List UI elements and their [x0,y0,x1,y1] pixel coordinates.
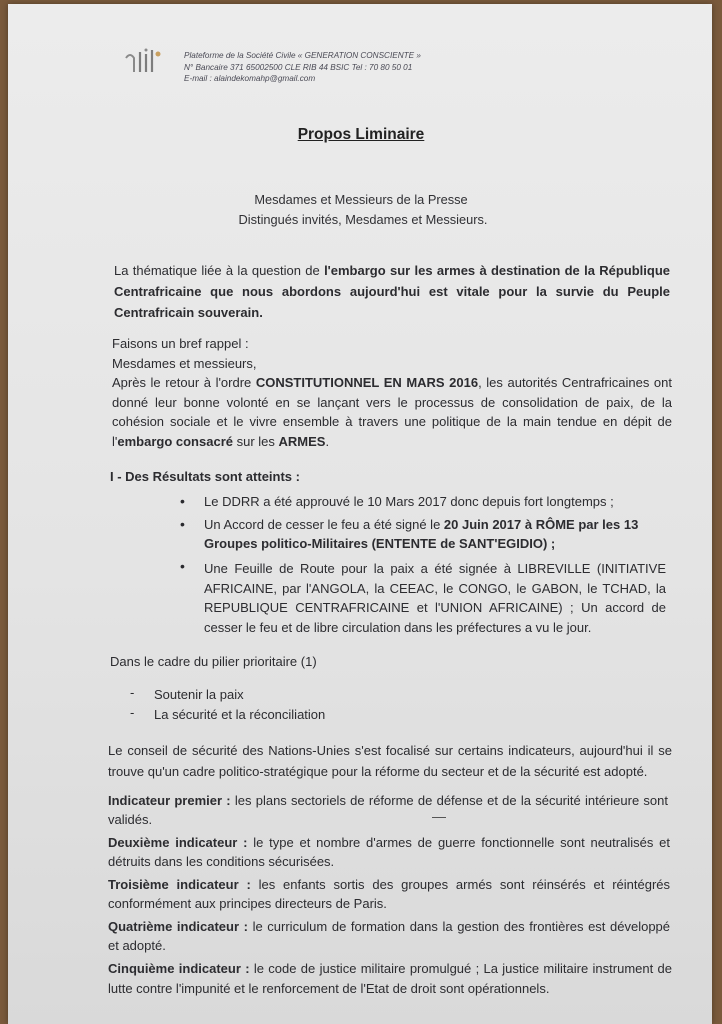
indicateur-4-label: Quatrième indicateur : [108,919,248,934]
result-item-1: Le DDRR a été approuvé le 10 Mars 2017 donc depuis fort longtemps ; [204,494,614,509]
organization-logo [112,44,164,80]
indicateur-5 [108,959,672,999]
rappel-paragraph [112,373,672,451]
pilier-item-2: La sécurité et la réconciliation [154,707,326,722]
intro-paragraph [114,260,670,323]
indicateur-3-label: Troisième indicateur : [108,877,251,892]
bullet-icon: • [180,516,185,532]
rappel-text-1: Après le retour à l'ordre [112,375,256,390]
intro-text: La thématique liée à la question de [114,263,325,278]
rappel-line-1: Faisons un bref rappel : [112,336,249,351]
indicateur-1 [108,791,668,829]
document-title: Propos Liminaire [297,126,425,143]
salutation-line-1: Mesdames et Messieurs de la Presse [254,192,468,207]
pilier-intro: Dans le cadre du pilier prioritaire (1) [110,654,317,669]
rappel-line-2: Mesdames et messieurs, [112,356,257,371]
salutation-line-2: Distingués invités, Mesdames et Messieurs. [238,212,488,227]
result-item-3: Une Feuille de Route pour la paix a été signée à LIBREVILLE (INITIATIVE AFRICAINE, par l'ANGOLA, la CEEAC, le CONGO, le GABON, le TCHAD, la REPUBLIQUE CENTRAFRICAINE et l'UNION AFRICAINE) ; Un accord de cesser le feu et de libre circulation dans les préfectures a vu le jour. [204,561,666,635]
rappel-bold-2: embargo consacré [117,433,233,449]
result-item-2 [204,515,674,553]
letterhead-bank: N° Bancaire 371 65002500 CLE RIB 44 BSIC Tel : 70 80 50 01 [184,62,413,72]
result-item-2-bold: 20 Juin 2017 à RÔME par les 13 Groupes politico-Militaires (ENTENTE de SANT'EGIDIO) ; [204,517,639,551]
rappel-text-2: , les autorités Centrafricaines ont donné leur bonne volonté en se lançant vers le processus de consolidation de paix, de la cohésion sociale et le vivre ensemble à travers une politique de la main tendue en dépit de l' [112,375,672,449]
rappel-bold-3: ARMES [278,433,326,449]
indicateur-4-text: le curriculum de formation dans la gestion des frontières est développé et adopté. [108,919,671,953]
dash-icon: - [130,685,135,700]
indicateur-5-label: Cinquième indicateur : [108,961,250,976]
bullet-icon: • [180,558,185,574]
rappel-text-3: sur les [232,433,279,449]
indicateur-1-text: les plans sectoriels de réforme de défense et de la sécurité intérieure sont validés. [108,793,668,827]
indicateur-2-text: le type et nombre d'armes de guerre fonctionnelle sont neutralisés et détruits dans les conditions sécurisées. [108,835,670,869]
indicateur-4 [108,917,670,955]
indicateur-3 [108,875,670,913]
indicateur-1-label: Indicateur premier : [108,793,231,808]
handwritten-mark [432,817,446,818]
intro-bold: l'embargo sur les armes à destination de la République Centrafricaine que nous abordons aujourd'hui est vitale pour la survie du Peuple Centrafricain souverain. [114,263,671,320]
dash-icon: - [130,705,135,720]
bullet-icon: • [180,493,185,509]
section1-heading: I - Des Résultats sont atteints : [110,469,300,484]
indicateur-2 [108,833,670,871]
document-page [8,4,712,1024]
indicateur-5-text: le code de justice militaire promulgué ; La justice militaire instrument de lutte contre l'impunité et le renforcement de l'Etat de droit sont opérationnels. [108,961,672,996]
letterhead-email: E-mail : alaindekomahp@gmail.com [184,74,316,83]
indicateur-2-label: Deuxième indicateur : [108,835,248,850]
rappel-bold-1: CONSTITUTIONNEL EN MARS 2016 [255,375,479,390]
rappel-text-4: . [325,433,330,449]
result-item-2-text: Un Accord de cesser le feu a été signé le [204,517,444,532]
letterhead [184,50,514,85]
pilier-item-1: Soutenir la paix [154,687,244,702]
letterhead-org: Plateforme de la Société Civile « GENERATION CONSCIENTE » [184,51,421,60]
indicateur-3-text: les enfants sortis des groupes armés sont réinsérés et réintégrés conformément aux principes directeurs de Paris. [108,877,670,911]
conseil-paragraph: Le conseil de sécurité des Nations-Unies s'est focalisé sur certains indicateurs, aujourd'hui il se trouve qu'un cadre politico-stratégique pour la réforme du secteur et de la sécurité est adopté. [108,743,672,779]
